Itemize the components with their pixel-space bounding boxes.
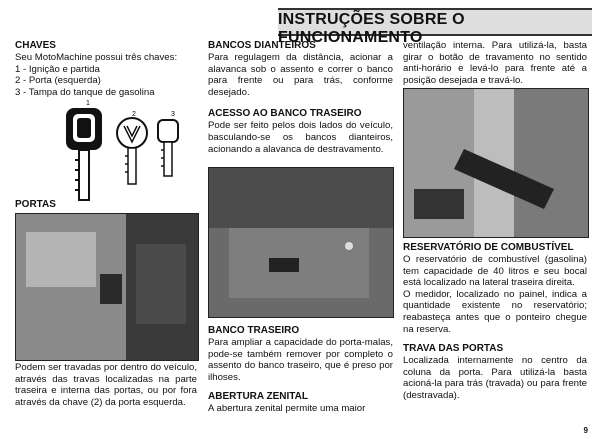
list-item: 3 - Tampa do tanque de gasolina: [15, 86, 155, 98]
sunroof-photo-image: [404, 89, 588, 237]
rear-seat-photo: [208, 167, 394, 318]
column-left: [15, 40, 197, 98]
list-item: 1 - Ignição e partida: [15, 63, 100, 75]
portas-text-block: [15, 362, 197, 408]
bancos-heading: BANCOS DIANTEIROS: [208, 40, 316, 51]
column-middle-lower: [208, 325, 393, 415]
key-number-2: 2: [132, 111, 136, 118]
abertura-text: A abertura zenital permite uma maior: [208, 403, 366, 415]
banco-traseiro-heading: BANCO TRASEIRO: [208, 325, 300, 336]
keys-illustration: [58, 96, 188, 206]
acesso-heading: ACESSO AO BANCO TRASEIRO: [208, 108, 362, 120]
acesso-text: Pode ser feito pelos dois lados do veículo, basculando-se os bancos dianteiros, acionando a alavanca de destravamento.: [208, 120, 393, 155]
trava-heading: TRAVA DAS PORTAS: [403, 343, 504, 355]
door-photo-image: [16, 214, 198, 360]
page-header: [278, 8, 592, 46]
rear-seat-photo-image: [209, 168, 393, 317]
abertura-heading: ABERTURA ZENITAL: [208, 391, 308, 403]
column-middle: [208, 40, 393, 155]
ventilacao-text: ventilação interna. Para utilizá-la, basta girar o botão de travamento no sentido anti-horário e levá-lo para frente até a posição desejada e travá-lo.: [403, 40, 587, 86]
bancos-text: Para regulagem da distância, acionar a alavanca sob o assento e correr o banco para frente ou para trás, conforme desejado.: [208, 52, 393, 98]
portas-heading: PORTAS: [15, 199, 56, 210]
reservatorio-text-1: O reservatório de combustível (gasolina) tem capacidade de 40 litros e seu bocal está localizado na lateral traseira direita.: [403, 254, 587, 289]
ignition-key-icon: [66, 108, 102, 200]
chaves-list: [15, 64, 197, 99]
page-title: INSTRUÇÕES SOBRE O FUNCIONAMENTO: [278, 11, 465, 46]
list-item: 2 - Porta (esquerda): [15, 75, 101, 87]
chaves-heading: CHAVES: [15, 40, 56, 51]
portas-text: Podem ser travadas por dentro do veículo, através das travas localizadas na parte traseira e interna das portas, ou por fora através da chave (2) da porta esquerda.: [15, 362, 197, 408]
column-right: [403, 40, 587, 86]
chaves-intro: Seu MotoMachine possui três chaves:: [15, 52, 178, 63]
fuel-cap-key-icon: [158, 120, 178, 176]
reservatorio-heading: RESERVATÓRIO DE COMBUSTÍVEL: [403, 242, 574, 253]
portas-heading-block: [15, 199, 197, 211]
column-right-lower: [403, 242, 587, 402]
banco-traseiro-text: Para ampliar a capacidade do porta-malas, pode-se também remover por completo o assento do banco traseiro, que é preso por ilhoses.: [208, 337, 393, 383]
key-number-1: 1: [86, 100, 90, 107]
page-number: 9: [583, 426, 588, 435]
trava-text: Localizada internamente no centro da coluna da porta. Para utilizá-la basta acioná-la para trás (travada) ou para frente (destravada).: [403, 355, 587, 401]
key-number-3: 3: [171, 111, 175, 118]
door-photo: [15, 213, 199, 361]
door-key-icon: [117, 118, 147, 184]
reservatorio-text-2: O medidor, localizado no painel, indica a quantidade existente no reservatório; reabasteça antes que o ponteiro chegue na reserva.: [403, 288, 587, 335]
sunroof-photo: [403, 88, 589, 238]
